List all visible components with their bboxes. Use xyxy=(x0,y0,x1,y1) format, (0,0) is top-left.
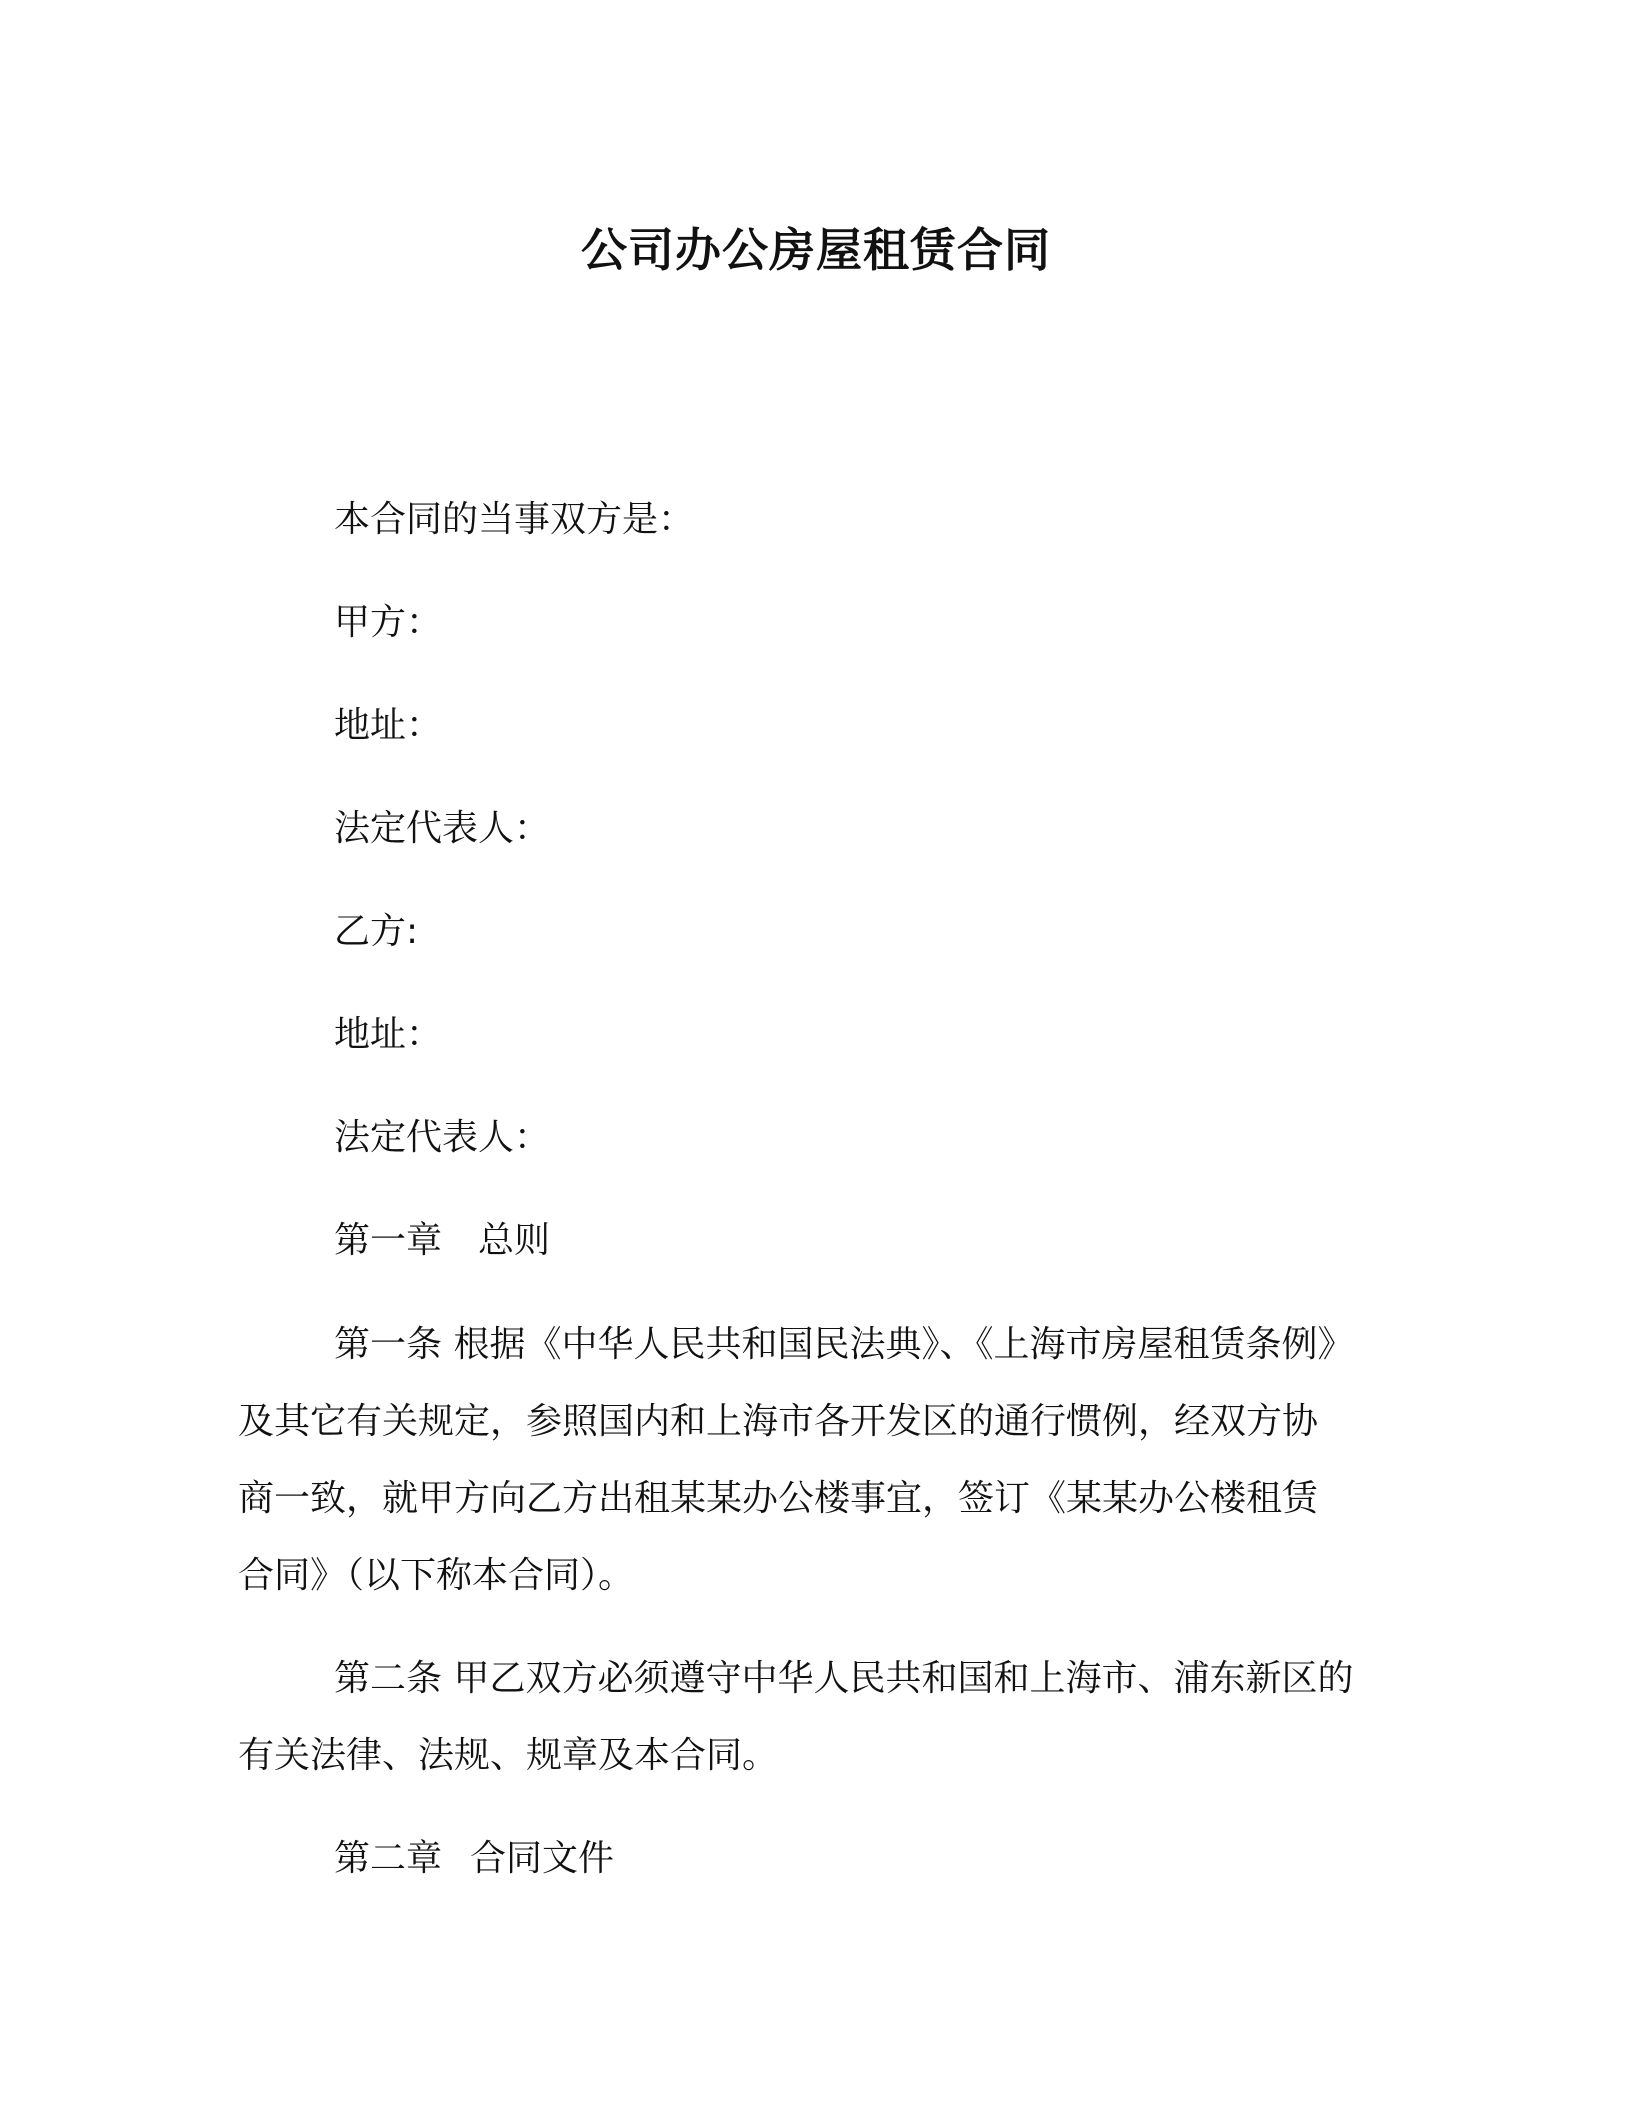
party-b-address-label: 地址： xyxy=(334,1014,443,1055)
party-b-representative-label: 法定代表人： xyxy=(334,1117,551,1158)
article-2-line: 有关法律、法规、规章及本合同。 xyxy=(238,1735,779,1776)
party-a-label: 甲方： xyxy=(334,602,443,643)
document-title: 公司办公房屋租赁合同 xyxy=(581,223,1051,277)
article-1-line: 合同》（以下称本合同）。 xyxy=(238,1555,635,1596)
article-1 xyxy=(238,1306,1408,1614)
chapter-2-heading xyxy=(334,1837,614,1881)
article-1-line: 第一条 根据《中华人民共和国民法典》、《上海市房屋租赁条例》 xyxy=(334,1324,1354,1365)
chapter-1-heading xyxy=(334,1219,550,1263)
article-1-line: 商一致，就甲方向乙方出租某某办公楼事宜，签订《某某办公楼租赁 xyxy=(238,1478,1319,1519)
chapter-1-name: 总则 xyxy=(478,1220,551,1261)
parties-intro: 本合同的当事双方是： xyxy=(334,499,695,540)
article-1-line: 及其它有关规定，参照国内和上海市各开发区的通行惯例，经双方协 xyxy=(238,1401,1319,1442)
chapter-2-name: 合同文件 xyxy=(470,1838,615,1879)
chapter-2-number: 第二章 xyxy=(334,1838,443,1879)
chapter-1-number: 第一章 xyxy=(334,1220,443,1261)
party-a-address-label: 地址： xyxy=(334,705,443,746)
article-2 xyxy=(238,1640,1408,1794)
article-2-line: 第二条 甲乙双方必须遵守中华人民共和国和上海市、浦东新区的 xyxy=(334,1658,1354,1699)
party-b-label: 乙方: xyxy=(334,911,419,952)
party-a-representative-label: 法定代表人： xyxy=(334,808,551,849)
